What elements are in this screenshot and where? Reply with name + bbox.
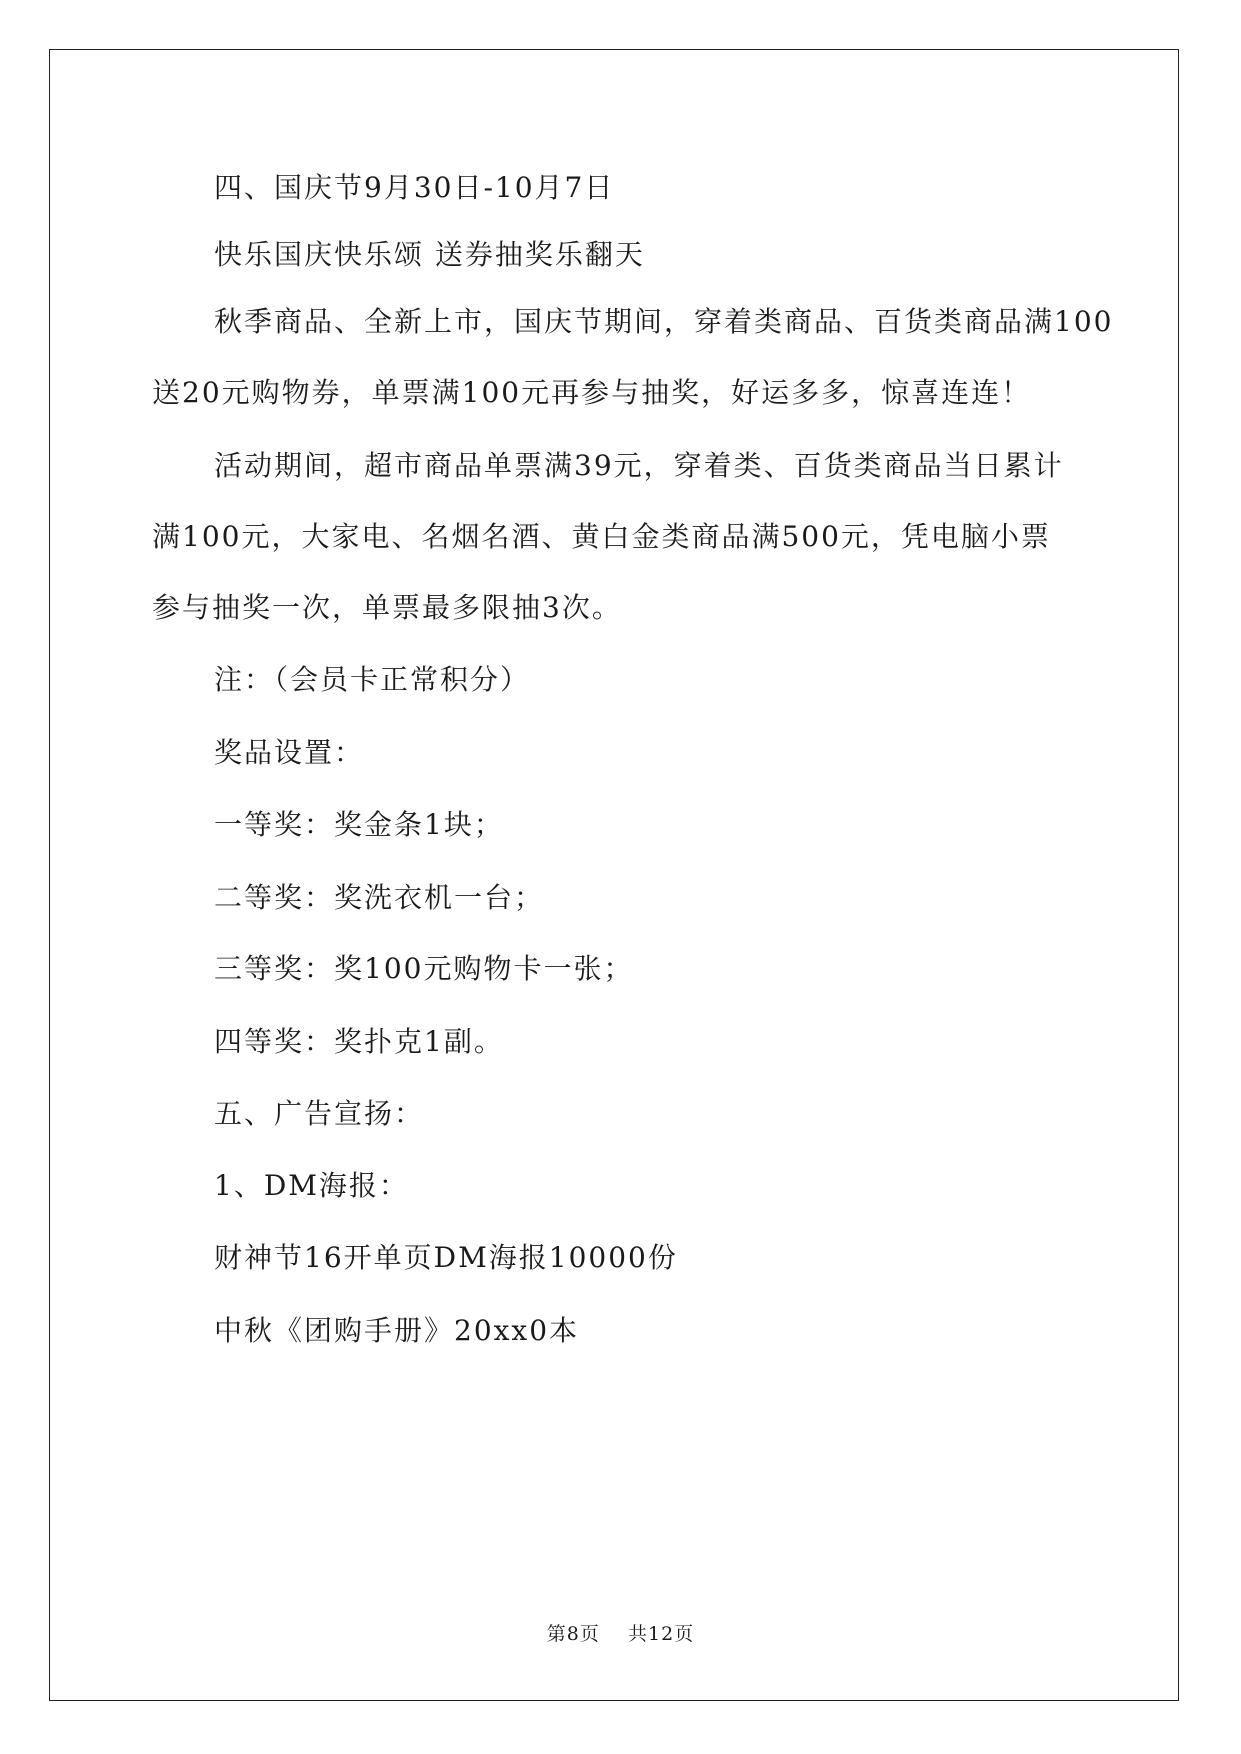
list-item: 财神节16开单页DM海报10000份	[214, 1241, 678, 1274]
subsection-heading: 1、DM海报：	[214, 1169, 409, 1202]
paragraph-line: 秋季商品、全新上市，国庆节期间，穿着类商品、百货类商品满100	[214, 305, 1114, 338]
prize-item: 四等奖：奖扑克1副。	[214, 1025, 504, 1058]
page-total: 共12页	[628, 1623, 695, 1645]
section-heading: 四、国庆节9月30日-10月7日	[214, 171, 615, 204]
prize-heading: 奖品设置：	[214, 736, 365, 769]
paragraph-line: 送20元购物券，单票满100元再参与抽奖，好运多多，惊喜连连！	[152, 376, 1032, 409]
paragraph-line: 参与抽奖一次，单票最多限抽3次。	[152, 591, 622, 624]
list-item: 中秋《团购手册》20xx0本	[214, 1314, 580, 1347]
slogan: 快乐国庆快乐颂 送券抽奖乐翻天	[214, 238, 645, 271]
page-frame	[49, 49, 1179, 1701]
prize-item: 一等奖：奖金条1块；	[214, 808, 504, 841]
page-number: 第8页	[546, 1623, 600, 1645]
paragraph-line: 活动期间，超市商品单票满39元，穿着类、百货类商品当日累计	[214, 449, 1064, 482]
prize-item: 三等奖：奖100元购物卡一张；	[214, 952, 634, 985]
paragraph-line: 满100元，大家电、名烟名酒、黄白金类商品满500元，凭电脑小票	[152, 520, 1051, 553]
note-line: 注：（会员卡正常积分）	[214, 663, 531, 696]
page-footer	[0, 1622, 1241, 1646]
prize-item: 二等奖：奖洗衣机一台；	[214, 881, 545, 914]
section-heading: 五、广告宣扬：	[214, 1097, 425, 1130]
